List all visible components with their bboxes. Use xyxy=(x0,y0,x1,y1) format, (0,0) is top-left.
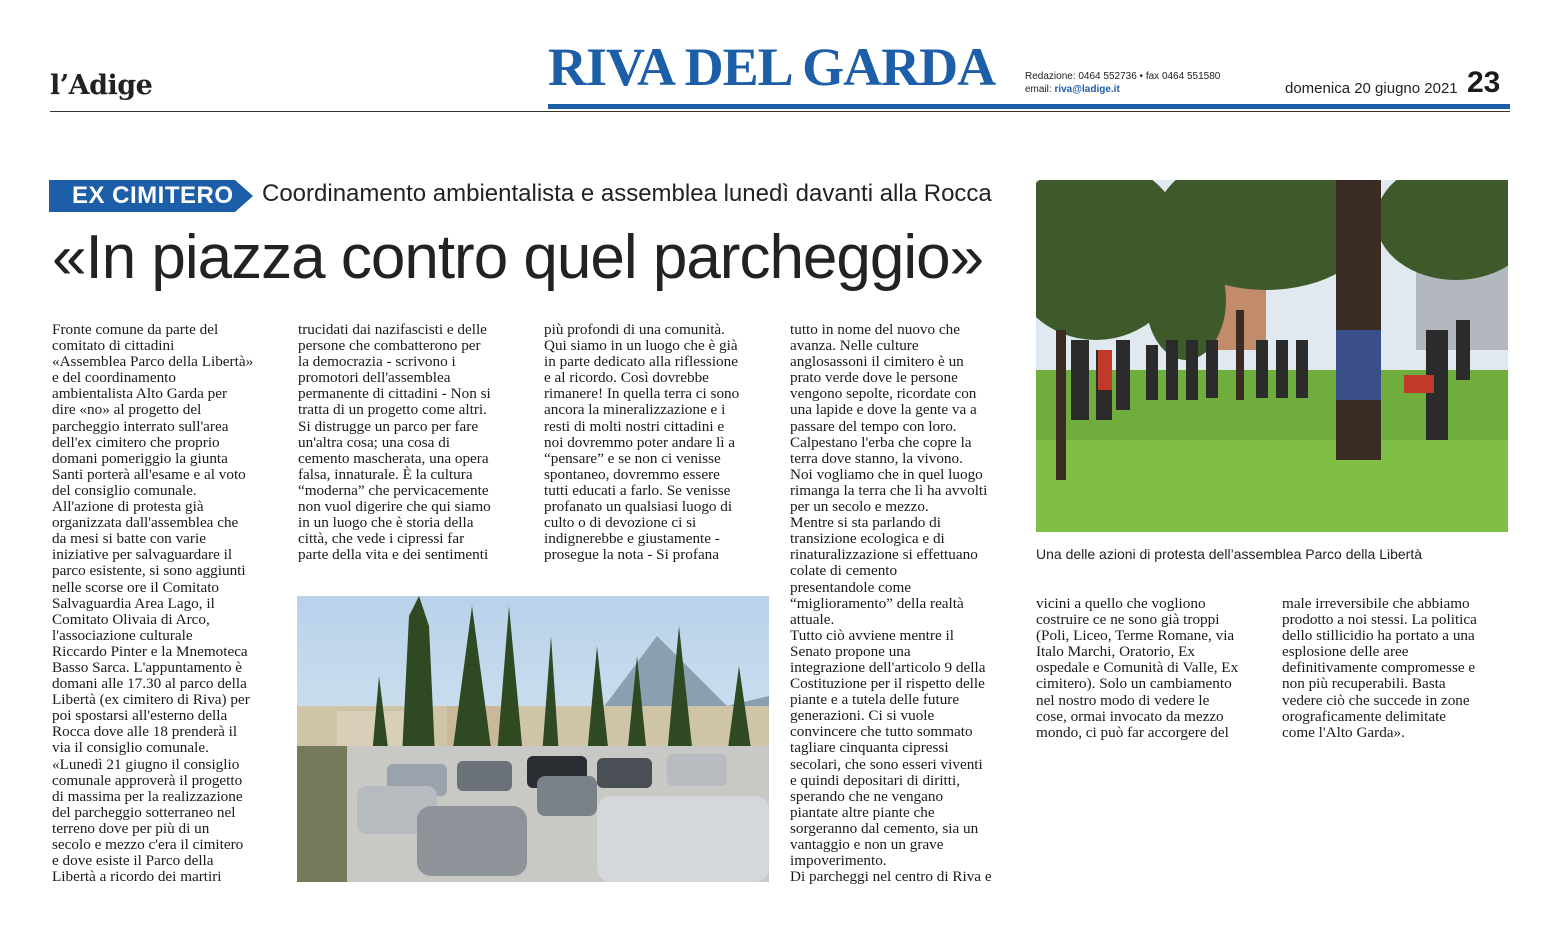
article-column-5: vicini a quello che vogliono costruire ce ne sono già troppi (Poli, Liceo, Terme Romane, via Italo Marchi, Oratorio, Ex ospedale e Comunità di Valle, Ex cimitero). Solo un cambiamento nel nostro modo di vedere le cose, ormai invocato da mezzo mondo, ci può far accorgere del xyxy=(1036,595,1239,741)
article-column-6: male irreversibile che abbiamo prodotto a noi stessi. La politica dello stillicidio ha portato a una esplosione delle aree definitivamente compromesse e non più recuperabili. Basta vedere ciò che succede in zone orograficamente delimitate come l'Alto Garda». xyxy=(1282,595,1477,741)
masthead-divider xyxy=(50,111,1510,112)
article-column-1: Fronte comune da parte del comitato di cittadini «Assemblea Parco della Libertà» e del coordinamento ambientalista Alto Garda per dire «no» al progetto del parcheggio interrato sull'area dell'ex cimitero che proprio domani pomeriggio la giunta Santi porterà all'esame e al voto del consiglio comunale. All'azione di protesta già organizzata dall'assemblea che da mesi si batte con varie iniziative per salvaguardare il parco esistente, si sono aggiunti nelle scorse ore il Comitato Salvaguardia Area Lago, il Comitato Olivaia di Arco, l'associazione culturale Riccardo Pinter e la Mnemoteca Basso Sarca. L'appuntamento è domani alle 17.30 al parco della Libertà (ex cimitero di Riva) per poi spostarsi all'esterno della Rocca dove alle 18 prenderà il via il consiglio comunale. «Lunedì 21 giugno il consiglio comunale approverà il progetto di massima per la realizzazione del parcheggio sotterraneo nel terreno dove per più di un secolo e mezzo c'era il cimitero e dove esiste il Parco della Libertà a ricordo dei martiri xyxy=(52,321,254,886)
contacts-email-line xyxy=(1025,83,1255,96)
photo-caption: Una delle azioni di protesta dell’assemblea Parco della Libertà xyxy=(1036,546,1423,562)
article-column-4: tutto in nome del nuovo che avanza. Nelle culture anglosassoni il cimitero è un prato verde dove le persone vengono sepolte, ricordate con una lapide e dove la gente va a passare del tempo con loro. Calpestano l'erba che copre la terra dove stanno, la vivono. Noi vogliamo che in quel luogo rimanga la terra che lì ha avvolti per un secolo e mezzo. Mentre si sta parlando di transizione ecologica e di rinaturalizzazione si effettuano colate di cemento presentandole come “miglioramento” della realtà attuale. Tutto ciò avviene mentre il Senato propone una integrazione dell'articolo 9 della Costituzione per il rispetto delle piante e a tutela delle future generazioni. Ci si vuole convincere che tutto sommato tagliare cinquanta cipressi secolari, che sono esseri viventi e quindi depositari di diritti, sperando che ne vengano piantate altre piante che sorgeranno dal cemento, sia un vantaggio e non un grave impoverimento. Di parcheggi nel centro di Riva e xyxy=(790,321,992,886)
masthead-rule xyxy=(548,104,1510,109)
headline: «In piazza contro quel parcheggio» xyxy=(52,223,984,292)
parking-lot-photo xyxy=(297,596,769,882)
contacts-email-label: email: xyxy=(1025,84,1055,95)
page-number: 23 xyxy=(1467,66,1501,99)
article-column-2: trucidati dai nazifascisti e delle persone che combatterono per la democrazia - scrivono i promotori dell'assemblea permanente di cittadini - Non si tratta di un progetto come altri. Si distrugge un parco per fare un'altra cosa; una cosa di cemento mascherata, una opera falsa, innaturale. È la cultura “moderna” che pervicacemente non vuol digerire che qui siamo in un luogo che è storia della città, che vede i cipressi far parte della vita e dei sentimenti xyxy=(298,321,491,564)
issue-date: domenica 20 giugno 2021 xyxy=(1285,80,1458,97)
protest-photo xyxy=(1036,180,1508,532)
article-column-3: più profondi di una comunità. Qui siamo in un luogo che è già in parte dedicato alla riflessione e al ricordo. Così dovrebbe rimanere! In quella terra ci sono ancora la mineralizzazione e i resti di molti nostri cittadini e noi dovremmo poter andare lì a “pensare” e se non ci venisse spontaneo, dovremmo essere tutti educati a farlo. Se venisse profanato un qualsiasi luogo di culto o di devozione ci si indignerebbe e giustamente - prosegue la nota - Si profana xyxy=(544,321,740,564)
editorial-contacts xyxy=(1025,70,1255,96)
section-title: RIVA DEL GARDA xyxy=(548,37,996,97)
kicker-label: EX CIMITERO xyxy=(72,182,234,209)
contacts-email: riva@ladige.it xyxy=(1054,84,1120,95)
kicker-subtitle: Coordinamento ambientalista e assemblea lunedì davanti alla Rocca xyxy=(262,180,992,207)
newspaper-logo: l’Adige xyxy=(50,70,153,101)
contacts-phone: Redazione: 0464 552736 • fax 0464 551580 xyxy=(1025,71,1221,82)
